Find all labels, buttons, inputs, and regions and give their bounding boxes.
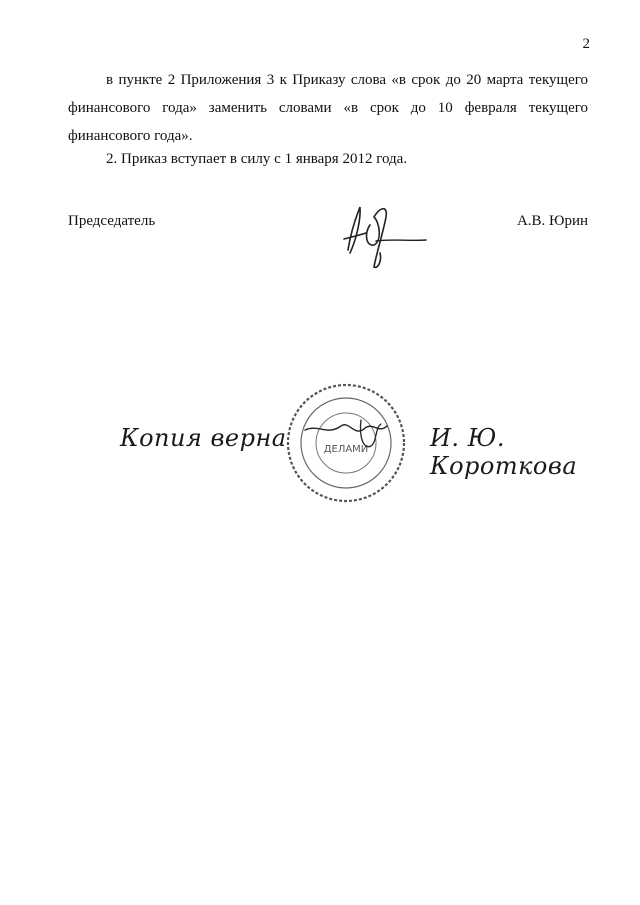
stamp-label: ДЕЛАМИ [323,444,369,455]
signatory-name: А.В. Юрин [516,213,588,229]
chairman-signature [330,195,430,275]
signatory-title: Председатель [68,213,156,229]
amendment-paragraph: в пункте 2 Приложения 3 к Приказу слова «в срок до 20 марта текущего финансового года» заменить словами «в срок до 10 февраля текущего финансового года». [68,72,588,144]
copy-certification-note: Копия верна [120,424,287,452]
certifier-handwritten-name: И. Ю. Короткова [430,424,578,480]
official-stamp [283,380,409,506]
page-number: 2 [582,36,590,52]
effective-date-paragraph: 2. Приказ вступает в силу с 1 января 2012 года. [106,151,408,167]
